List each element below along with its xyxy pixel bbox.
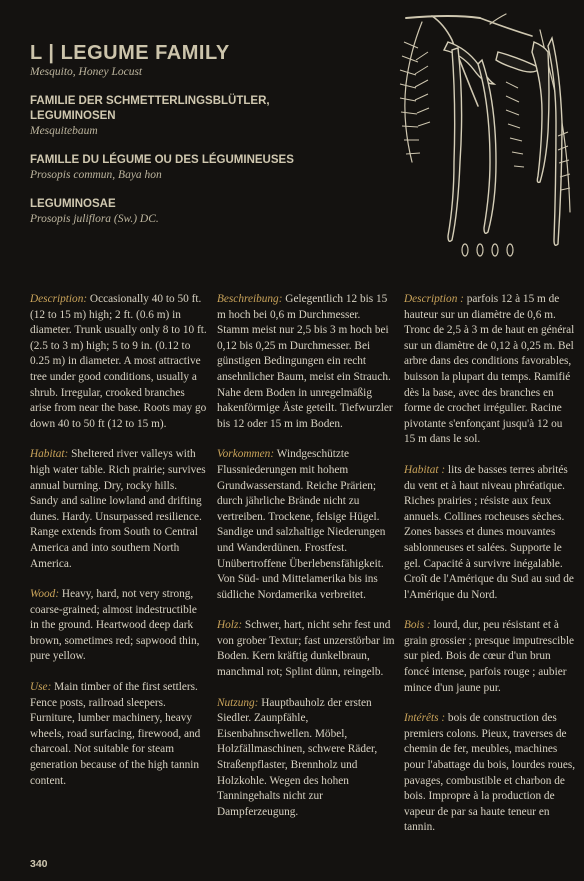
header-block xyxy=(30,42,390,225)
german-habitat-label: Vorkommen: xyxy=(217,448,275,461)
latin-name-block xyxy=(30,197,390,225)
french-wood-label: Bois : xyxy=(404,619,431,632)
french-description xyxy=(404,292,576,448)
english-use-text: Main timber of the first settlers. Fence posts, railroad sleepers. Furniture, lumber machinery, heavy wheels, road surfacing, firewood, and charcoal. Not suitable for steam generation because of the high tannin content. xyxy=(30,681,201,787)
latin-family: LEGUMINOSAE xyxy=(30,198,116,210)
german-description-label: Beschreibung: xyxy=(217,293,283,305)
german-common-name: Mesquitebaum xyxy=(30,125,98,137)
german-column xyxy=(217,292,395,835)
english-column xyxy=(30,292,208,804)
french-habitat-label: Habitat : xyxy=(404,463,446,476)
french-use xyxy=(404,711,576,836)
german-description-text: Gelegentlich 12 bis 15 m hoch bei 0,6 m Durchmesser. Stamm meist nur 2,5 bis 3 m hoch bei 0,12 bis 0,25 m Durchmesser. Bei günstigen Bedingungen ein recht ansehnlicher Baum, meist ein Strauch. Nahe dem Boden in unregelmäßig hakenförmige Äste geteilt. Tiefwurzler bis 12 oder 15 m im Boden. xyxy=(217,293,393,430)
page-number: 340 xyxy=(30,858,48,870)
french-wood-text: lourd, dur, peu résistant et à grain grossier ; presque imputrescible sur pied. Bois de cœur d'un brun foncé intense, parfois rouge ; aubier mince d'un jaune pur. xyxy=(404,619,575,694)
german-use-text: Hauptbauholz der ersten Siedler. Zaunpfähle, Eisenbahnschwellen. Möbel, Holzfällmaschinen, schwere Räder, Straßenpflaster, Brennholz und Holzkohle. Wegen des hohen Tanningehalts nicht zur Dampferzeugung. xyxy=(217,696,378,818)
english-wood-label: Wood: xyxy=(30,588,60,601)
english-common-names: Mesquito, Honey Locust xyxy=(30,66,143,78)
french-name-block xyxy=(30,153,390,181)
french-wood xyxy=(404,618,576,696)
english-habitat-label: Habitat: xyxy=(30,448,69,461)
latin-species: Prosopis juliflora (Sw.) DC. xyxy=(30,213,159,225)
french-description-label: Description : xyxy=(404,293,464,305)
french-common-names: Prosopis commun, Baya hon xyxy=(30,169,162,181)
french-habitat-text: lits de basses terres abrités du vent et à haut niveau phréatique. Riches prairies ; résiste aux feux annuels. Collines rocheuses sèches. Zones basses et dunes mouvantes sablonneuses et salées. Supporte le gel. Capacité à survivre inégalable. Croît de l'Amérique du Sud au sud de l'Amérique du Nord. xyxy=(404,463,574,601)
french-column xyxy=(404,292,576,851)
english-wood-text: Heavy, hard, not very strong, coarse-grained; almost indestructible in the ground. Heartwood deep dark brown, sometimes red; sapwood thin, pure yellow. xyxy=(30,588,200,663)
german-wood xyxy=(217,618,395,680)
page-title: L | LEGUME FAMILY xyxy=(30,42,230,64)
german-use xyxy=(217,696,395,821)
english-description-label: Description: xyxy=(30,293,88,305)
english-use xyxy=(30,680,208,789)
french-use-text: bois de construction des premiers colons. Pieux, traverses de chemin de fer, meubles, machines pour l'abattage du bois, lourdes roues, pavages, combustible et charbon de bois. Impropre à la production de vapeur de par sa haute teneur en tannin. xyxy=(404,712,576,834)
german-wood-label: Holz: xyxy=(217,619,243,632)
english-description-text: Occasionally 40 to 50 ft. (12 to 15 m) high; 2 ft. (0.6 m) in diameter. Trunk usually only 8 to 10 ft. (2.5 to 3 m) high; 5 to 9 in. (0.12 to 0.25 m) in diameter. A most attractive tree under good conditions, usually a shrub. Irregular, crooked branches arise from near the base. Roots may go down 40 to 50 ft (12 to 15 m). xyxy=(30,293,207,430)
german-description xyxy=(217,292,395,432)
german-name-block xyxy=(30,94,390,137)
french-description-text: parfois 12 à 15 m de hauteur sur un diamètre de 0,6 m. Tronc de 2,5 à 3 m de haut en général sur un diamètre de 0,12 à 0,25 m. Bel arbre dans des conditions favorables, buisson la plupart du temps. Ramifié dès la base, avec des branches en forme de crochet irrégulier. Racine pivotante s'enfonçant jusqu'à 12 ou 15 m dans le sol. xyxy=(404,293,575,446)
german-habitat-text: Windgeschützte Flussniederungen mit hohem Grundwasserstand. Reiche Prärien; durch jährliche Brände nicht zu vertreiben. Trockene, felsige Hügel. Sandige und salzhaltige Niederungen und Wanderdünen. Frostfest. Unübertroffene Überlebensfähigkeit. Von Süd- und Mittelamerika bis ins südliche Nordamerika verbreitet. xyxy=(217,448,386,601)
german-wood-text: Schwer, hart, nicht sehr fest und von grober Textur; fast unzerstörbar im Boden. Kern kräftig dunkelbraun, manchmal rot; Splint dünn, reingelb. xyxy=(217,619,395,679)
mesquite-branch-illustration xyxy=(392,12,578,272)
english-habitat-text: Sheltered river valleys with high water table. Rich prairie; survives annual burning. Dry, rocky hills. Sandy and saline lowland and drifting dunes. Hardy. Unsurpassed resilience. Range extends from South to Central America and into southern North America. xyxy=(30,448,206,570)
english-use-label: Use: xyxy=(30,681,52,694)
french-habitat xyxy=(404,463,576,603)
french-heading: FAMILLE DU LÉGUME OU DES LÉGUMINEUSES xyxy=(30,154,294,166)
french-use-label: Intérêts : xyxy=(404,712,446,725)
german-habitat xyxy=(217,447,395,603)
english-description xyxy=(30,292,208,432)
english-wood xyxy=(30,587,208,665)
german-heading-line1: FAMILIE DER SCHMETTERLINGSBLÜTLER, xyxy=(30,95,270,107)
german-heading-line2: LEGUMINOSEN xyxy=(30,110,116,122)
german-use-label: Nutzung: xyxy=(217,696,259,709)
english-habitat xyxy=(30,447,208,572)
